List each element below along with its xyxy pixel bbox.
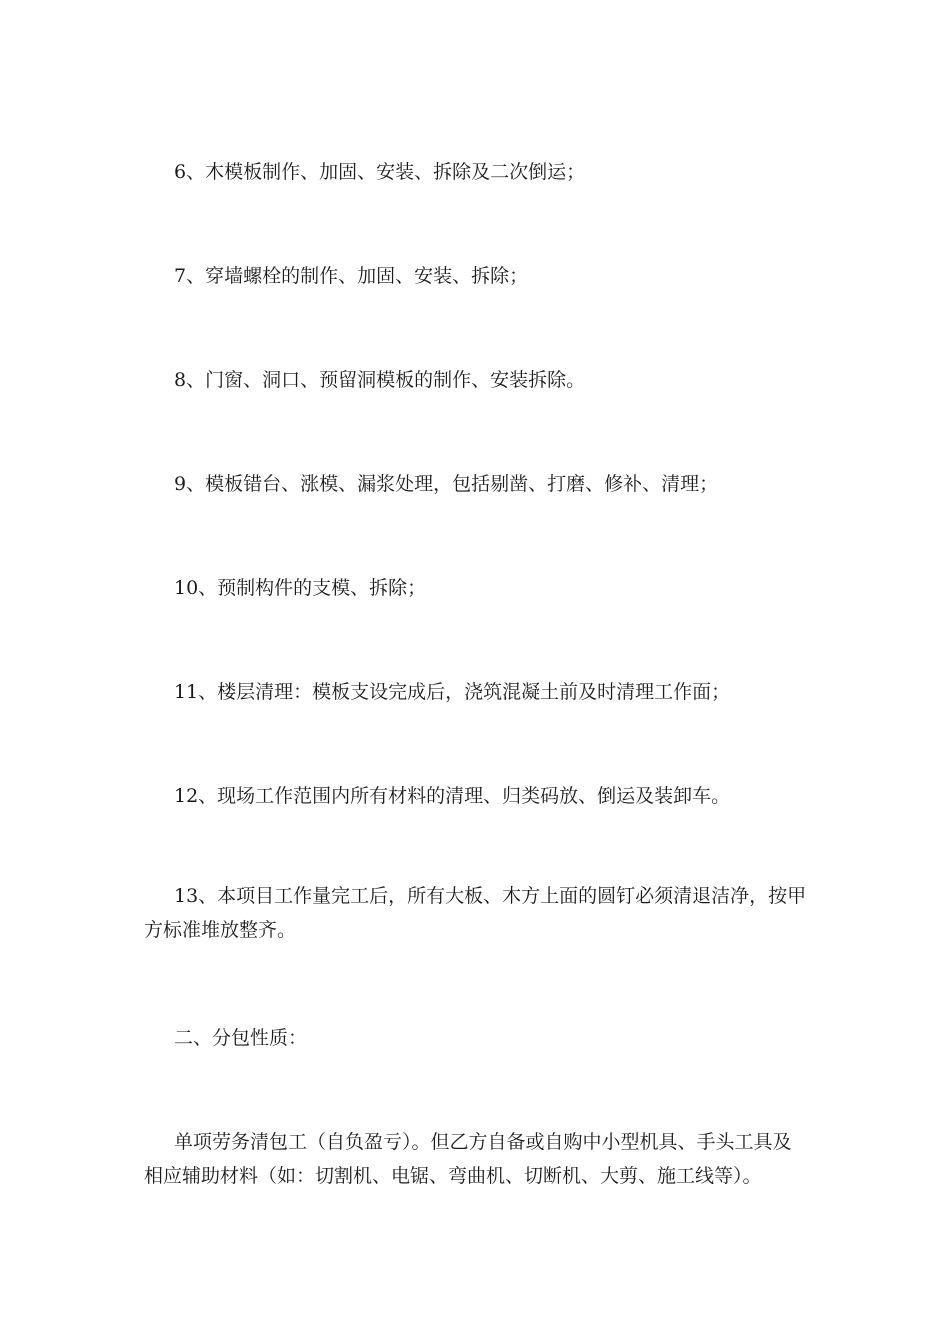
section-heading: 二、分包性质：	[174, 1027, 308, 1049]
list-item-9: 9、模板错台、涨模、漏浆处理，包括剔凿、打磨、修补、清理；	[174, 473, 719, 495]
list-item-13: 13、本项目工作量完工后，所有大板、木方上面的圆钉必须清退洁净，按甲方标准堆放整齐。	[144, 885, 807, 941]
list-item-11: 11、楼层清理：模板支设完成后，浇筑混凝土前及时清理工作面；	[174, 681, 731, 703]
list-item-7: 7、穿墙螺栓的制作、加固、安装、拆除；	[174, 265, 529, 287]
list-item-12: 12、现场工作范围内所有材料的清理、归类码放、倒运及装卸车。	[174, 785, 731, 807]
list-item-6: 6、木模板制作、加固、安装、拆除及二次倒运；	[174, 161, 586, 183]
list-item-10: 10、预制构件的支模、拆除；	[174, 577, 427, 599]
list-item-8: 8、门窗、洞口、预留洞模板的制作、安装拆除。	[174, 369, 586, 391]
section-body: 单项劳务清包工（自负盈亏）。但乙方自备或自购中小型机具、手头工具及相应辅助材料（如：切割机、电锯、弯曲机、切断机、大剪、施工线等）。	[144, 1131, 792, 1187]
